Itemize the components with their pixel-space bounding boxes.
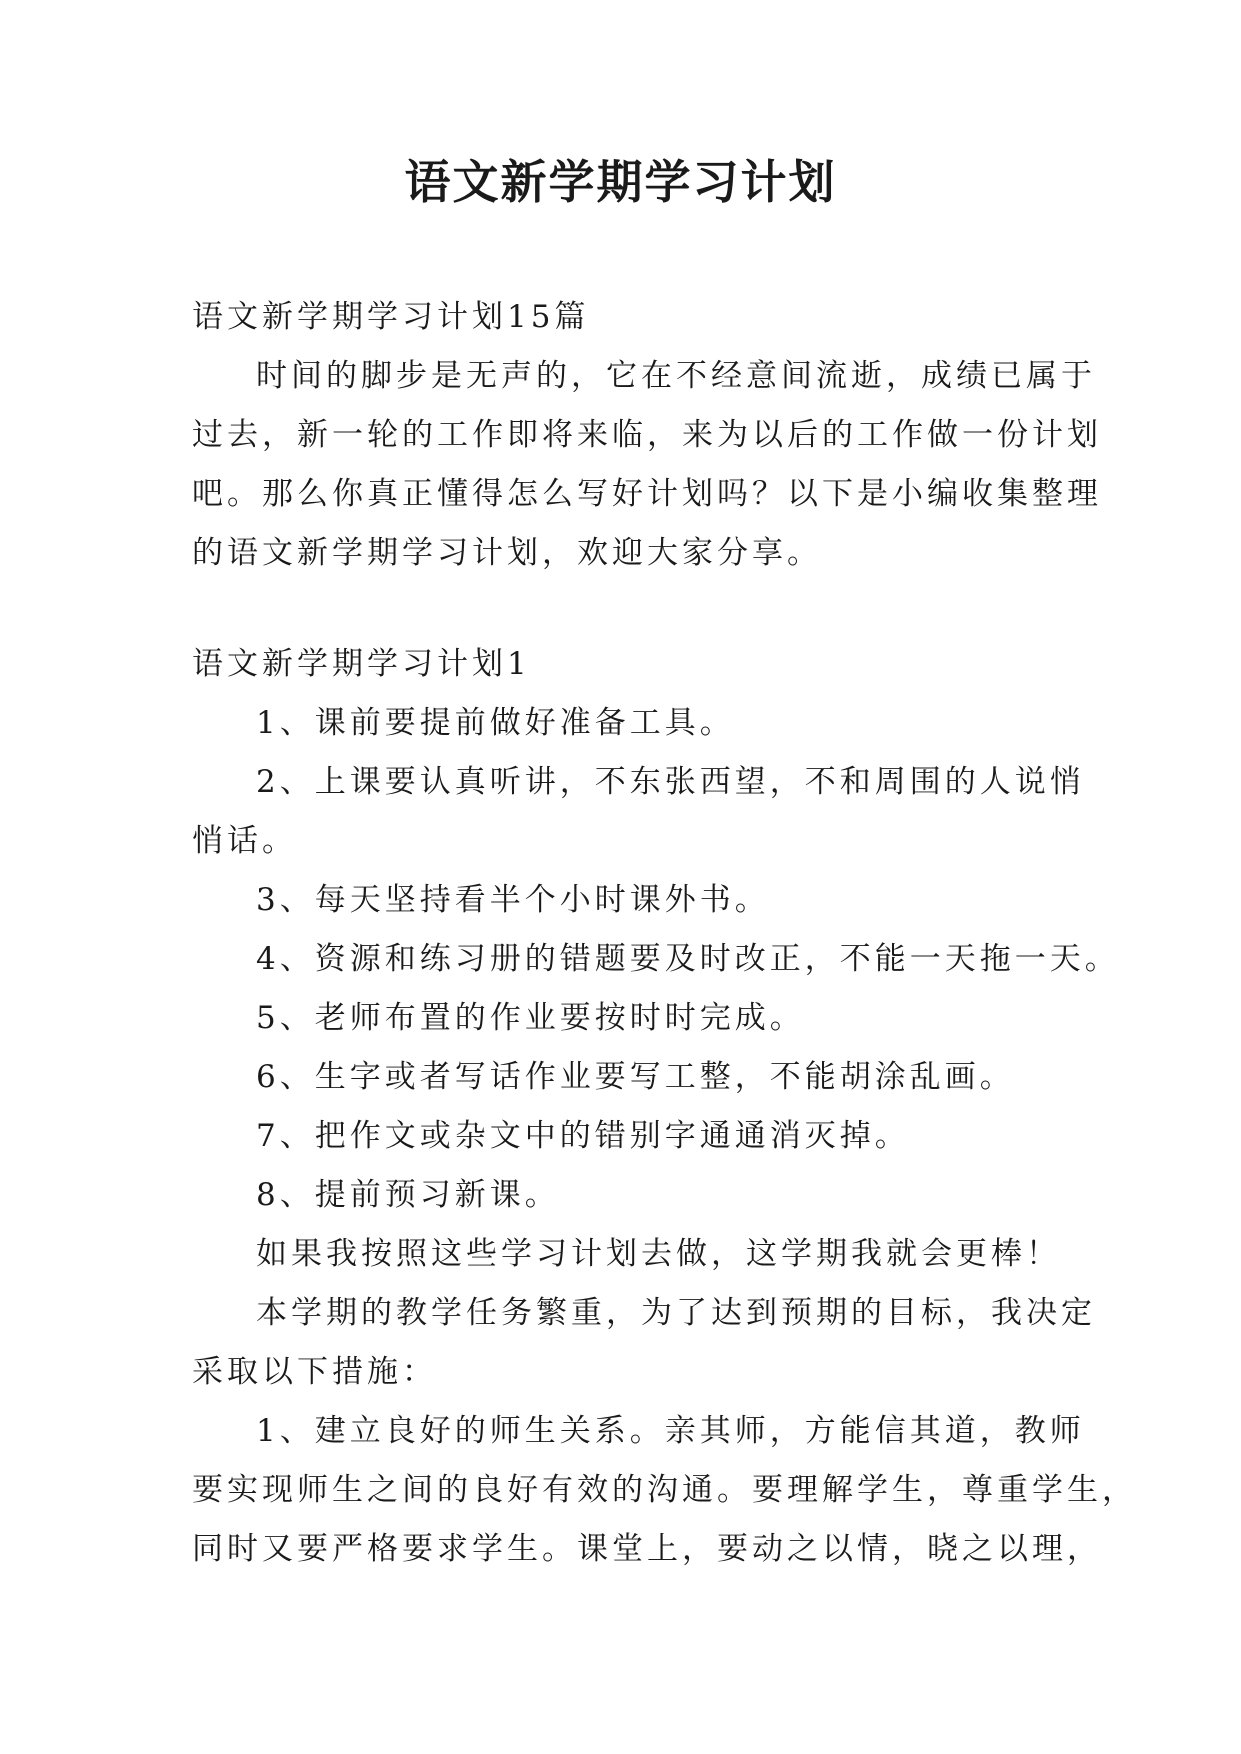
- plan-item: 3、每天坚持看半个小时课外书。: [256, 882, 770, 918]
- intro-line: 过去，新一轮的工作即将来临，来为以后的工作做一份计划: [192, 417, 1102, 453]
- paragraph-line: 本学期的教学任务繁重，为了达到预期的目标，我决定: [256, 1295, 1096, 1331]
- document-subtitle: 语文新学期学习计划15篇: [192, 299, 590, 335]
- plan-item: 6、生字或者写话作业要写工整，不能胡涂乱画。: [256, 1059, 1015, 1095]
- measure-item: 1、建立良好的师生关系。亲其师，方能信其道，教师: [256, 1413, 1085, 1449]
- plan-item: 2、上课要认真听讲，不东张西望，不和周围的人说悄: [256, 764, 1085, 800]
- intro-line: 的语文新学期学习计划，欢迎大家分享。: [192, 535, 822, 571]
- paragraph-line: 要实现师生之间的良好有效的沟通。要理解学生，尊重学生，: [192, 1472, 1137, 1508]
- section-heading: 语文新学期学习计划1: [192, 646, 531, 682]
- paragraph-line: 同时又要严格要求学生。课堂上，要动之以情，晓之以理，: [192, 1531, 1102, 1567]
- intro-line: 吧。那么你真正懂得怎么写好计划吗？以下是小编收集整理: [192, 476, 1102, 512]
- plan-item: 1、课前要提前做好准备工具。: [256, 705, 735, 741]
- document-body: [192, 288, 1137, 1579]
- paragraph-line: 如果我按照这些学习计划去做，这学期我就会更棒！: [256, 1236, 1061, 1272]
- plan-item: 8、提前预习新课。: [256, 1177, 560, 1213]
- plan-item: 7、把作文或杂文中的错别字通通消灭掉。: [256, 1118, 910, 1154]
- plan-item-continuation: 悄话。: [192, 823, 297, 859]
- section-spacer: [192, 583, 1072, 635]
- plan-item: 4、资源和练习册的错题要及时改正，不能一天拖一天。: [256, 941, 1120, 977]
- paragraph-line: 采取以下措施：: [192, 1354, 437, 1390]
- plan-item: 5、老师布置的作业要按时时完成。: [256, 1000, 805, 1036]
- intro-line: 时间的脚步是无声的，它在不经意间流逝，成绩已属于: [256, 358, 1096, 394]
- page-title: 语文新学期学习计划: [404, 155, 837, 209]
